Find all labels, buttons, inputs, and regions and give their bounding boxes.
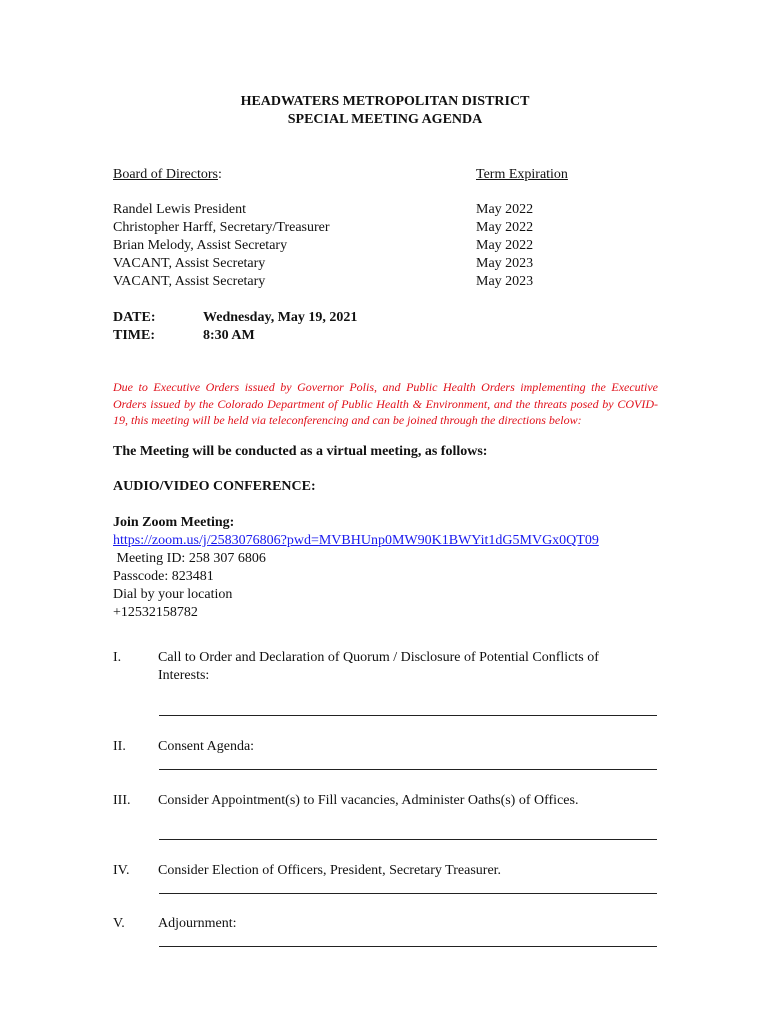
agenda-item-text: Call to Order and Declaration of Quorum / Disclosure of Potential Conflicts of bbox=[158, 650, 599, 665]
agenda-item-number: V. bbox=[113, 916, 125, 931]
director-term: May 2022 bbox=[476, 220, 534, 235]
agenda-item-text: Consider Election of Officers, President, Secretary Treasurer. bbox=[158, 863, 502, 878]
time-value: 8:30 AM bbox=[203, 328, 255, 343]
passcode: Passcode: 823481 bbox=[113, 569, 214, 584]
board-heading-label: Board of Directors bbox=[113, 167, 218, 182]
date-label: DATE: bbox=[113, 310, 156, 325]
term-expiration-heading: Term Expiration bbox=[476, 167, 568, 182]
agenda-notes-line bbox=[159, 946, 657, 947]
director-name: Brian Melody, Assist Secretary bbox=[113, 238, 288, 253]
agenda-notes-line bbox=[159, 839, 657, 840]
agenda-item-number: IV. bbox=[113, 863, 130, 878]
document-title: HEADWATERS METROPOLITAN DISTRICT bbox=[240, 94, 530, 109]
zoom-heading: Join Zoom Meeting: bbox=[113, 515, 235, 530]
agenda-notes-line bbox=[159, 715, 657, 716]
document-subtitle: SPECIAL MEETING AGENDA bbox=[287, 112, 483, 127]
virtual-meeting-heading: The Meeting will be conducted as a virtual meeting, as follows: bbox=[113, 444, 488, 459]
director-term: May 2023 bbox=[476, 256, 534, 271]
conference-heading: AUDIO/VIDEO CONFERENCE: bbox=[113, 479, 316, 494]
zoom-meeting-link[interactable]: https://zoom.us/j/2583076806?pwd=MVBHUnp0MW90K1BWYit1dG5MVGx0QT09 bbox=[113, 533, 599, 548]
director-name: VACANT, Assist Secretary bbox=[113, 274, 266, 289]
agenda-item-text: Adjournment: bbox=[158, 916, 237, 931]
agenda-item-text: Consider Appointment(s) to Fill vacancies, Administer Oaths(s) of Offices. bbox=[158, 793, 579, 808]
director-term: May 2022 bbox=[476, 238, 534, 253]
agenda-item-number: III. bbox=[113, 793, 131, 808]
date-value: Wednesday, May 19, 2021 bbox=[203, 310, 358, 325]
agenda-notes-line bbox=[159, 769, 657, 770]
dial-label: Dial by your location bbox=[113, 587, 233, 602]
director-name: Randel Lewis President bbox=[113, 202, 246, 217]
agenda-item-text-continued: Interests: bbox=[158, 668, 210, 683]
agenda-notes-line bbox=[159, 893, 657, 894]
meeting-id: Meeting ID: 258 307 6806 bbox=[113, 551, 266, 566]
board-heading-colon: : bbox=[217, 167, 222, 182]
director-name: VACANT, Assist Secretary bbox=[113, 256, 266, 271]
director-term: May 2023 bbox=[476, 274, 534, 289]
director-term: May 2022 bbox=[476, 202, 534, 217]
covid-notice: Due to Executive Orders issued by Governor Polis, and Public Health Orders implementing the Executive Orders issued by the Colorado Department of Public Health & Environment, and the threats posed by COVID-19, this meeting will be held via teleconferencing and can be joined through the directions below: bbox=[113, 380, 658, 427]
director-name: Christopher Harff, Secretary/Treasurer bbox=[113, 220, 330, 235]
agenda-item-number: II. bbox=[113, 739, 126, 754]
time-label: TIME: bbox=[113, 328, 155, 343]
board-heading bbox=[113, 166, 222, 184]
agenda-item-number: I. bbox=[113, 650, 122, 665]
agenda-item-text: Consent Agenda: bbox=[158, 739, 255, 754]
dial-phone-number: +12532158782 bbox=[113, 605, 198, 620]
